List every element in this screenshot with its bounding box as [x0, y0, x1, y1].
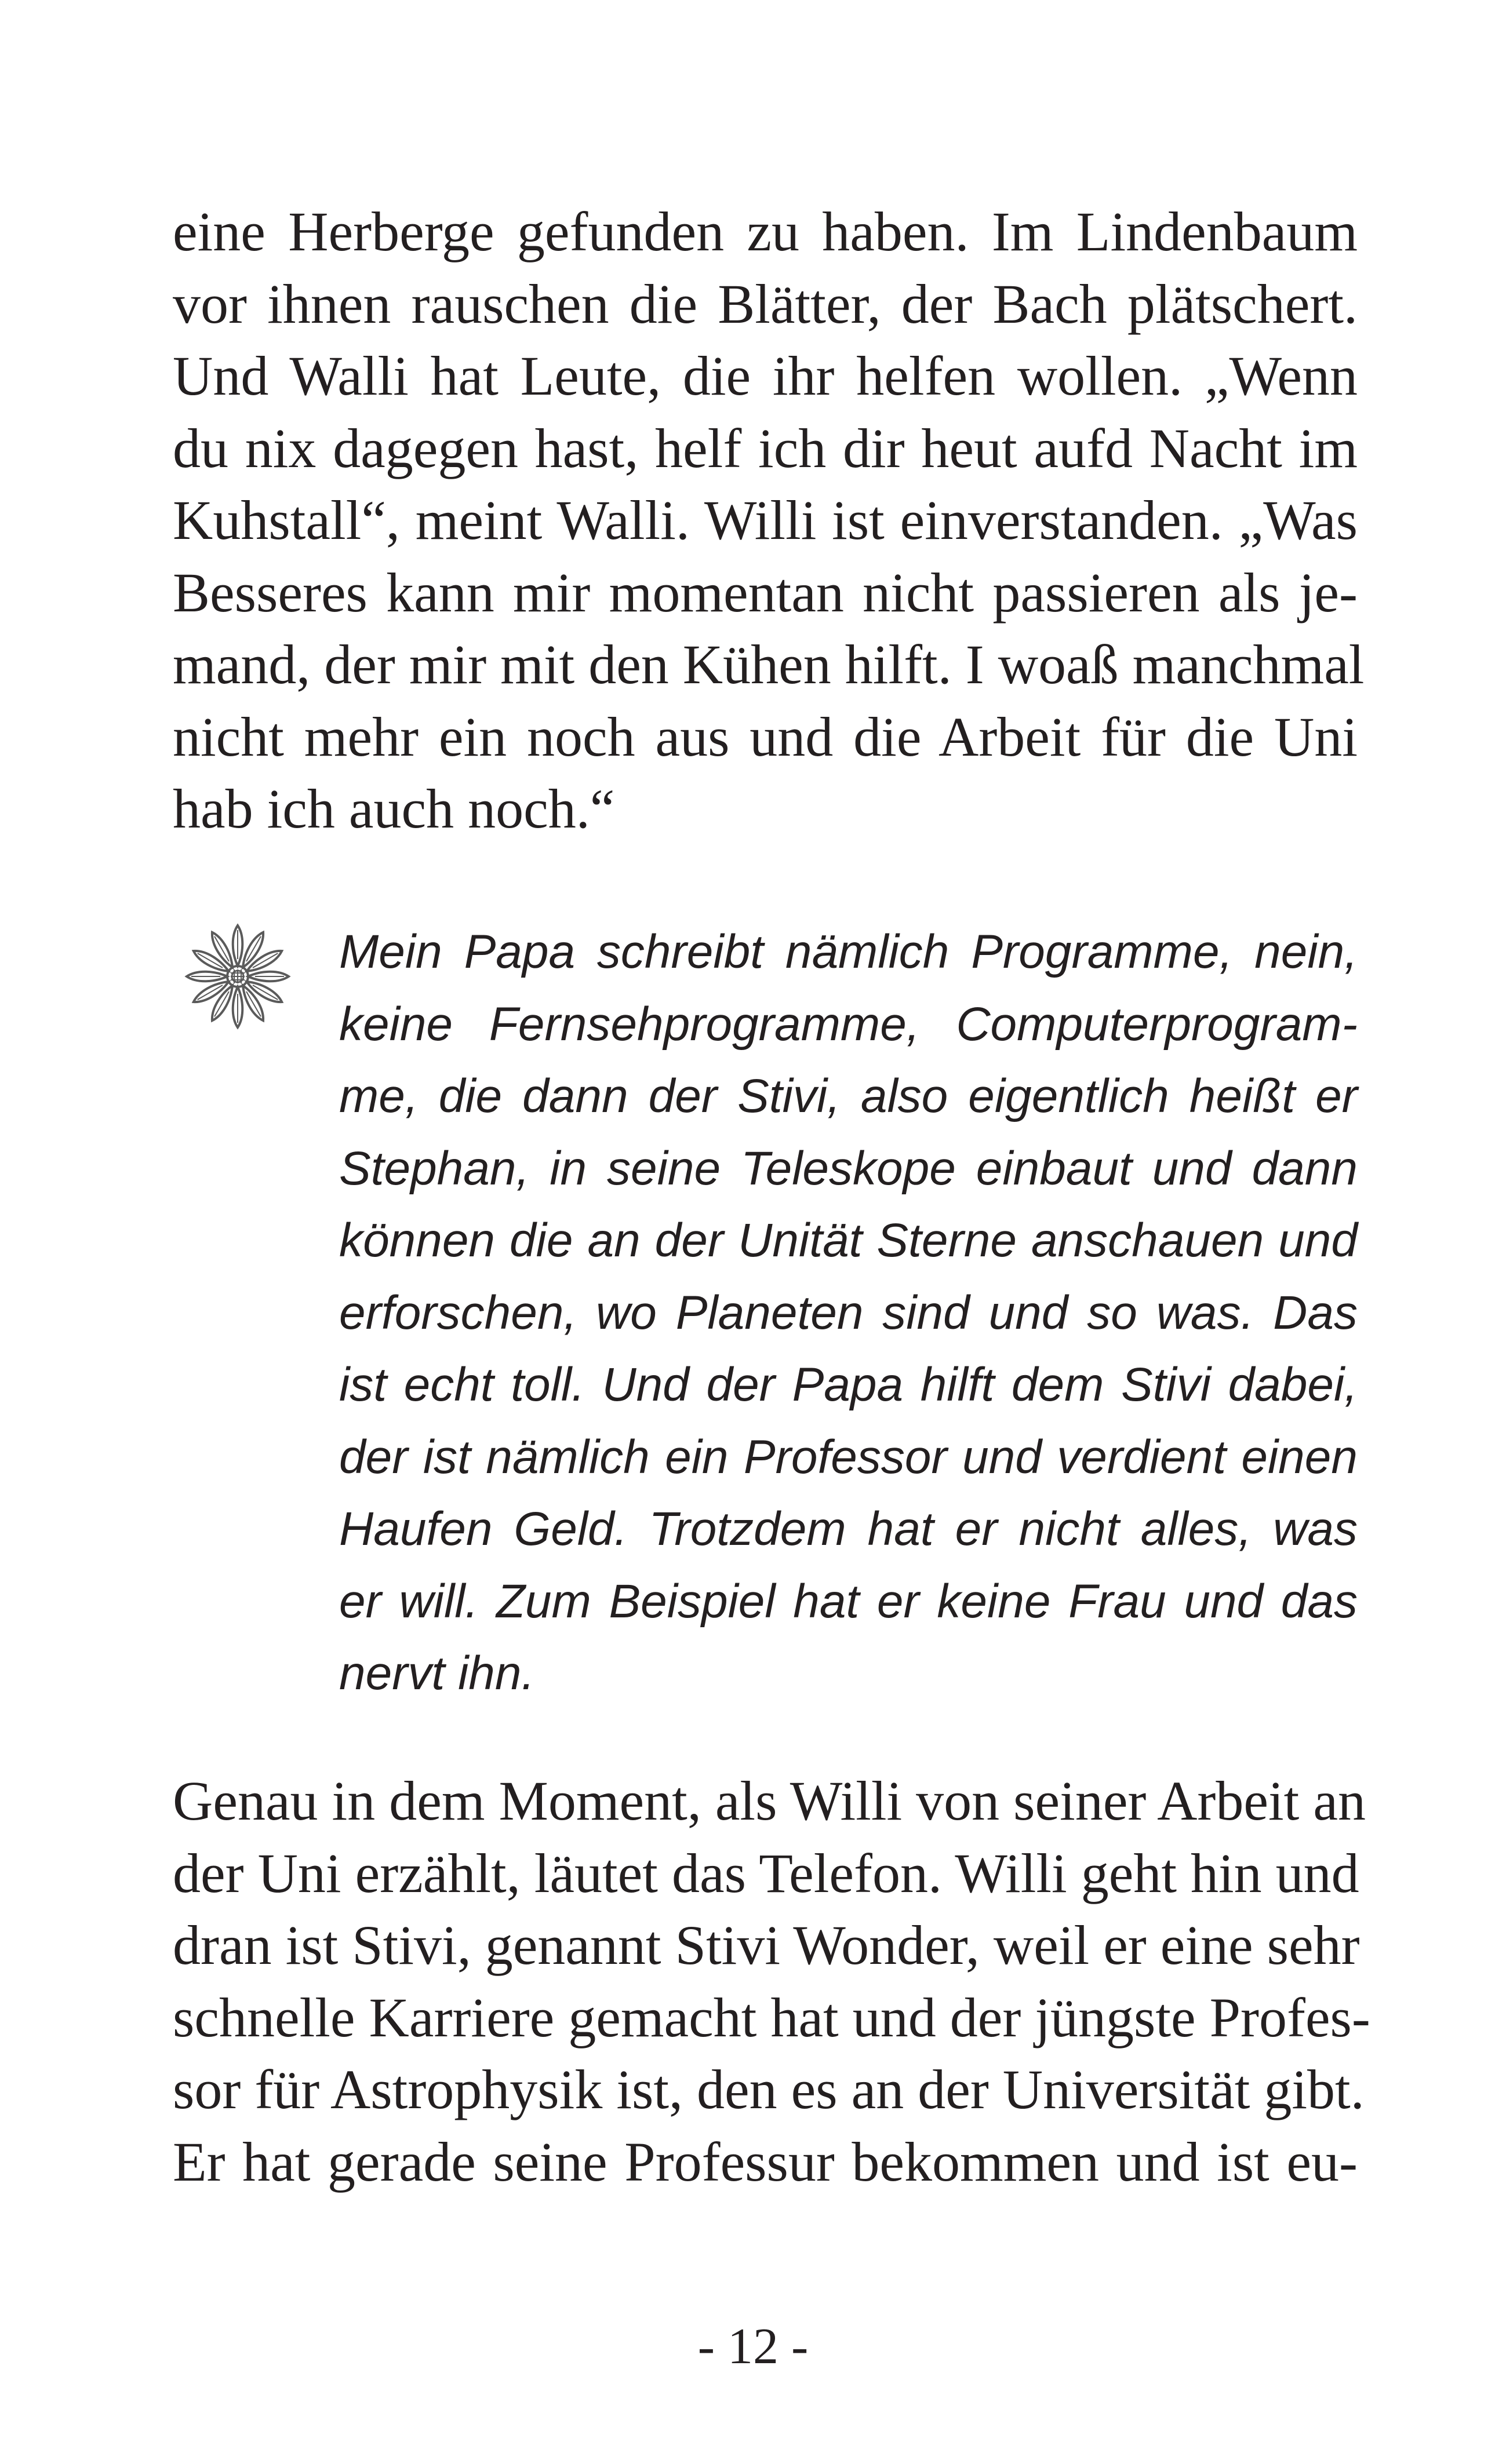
text-line: mand, der mir mit den Kühen hilft. I woaß manchmal: [173, 633, 1365, 695]
aside-line: können die an der Unität Sterne anschauen und: [339, 1214, 1358, 1267]
text-line: Kuhstall“, meint Walli. Willi ist einverstanden. „Was: [173, 489, 1358, 551]
text-line: der Uni erzählt, läutet das Telefon. Willi geht hin und: [173, 1842, 1359, 1904]
aside-italic-block: [339, 916, 1358, 1710]
paragraph-opening: [173, 196, 1365, 845]
text-line: Er hat gerade seine Professur bekommen und ist eu-: [173, 2130, 1358, 2193]
text-line: Genau in dem Moment, als Willi von seiner Arbeit an: [173, 1770, 1366, 1832]
text-line: hab ich auch noch.“: [173, 778, 615, 840]
aside-line: nervt ihn.: [339, 1647, 535, 1700]
aside-line: Mein Papa schreibt nämlich Programme, nein,: [339, 925, 1358, 978]
text-line: sor für Astrophysik ist, den es an der Universität gibt.: [173, 2058, 1365, 2120]
text-line: Besseres kann mir momentan nicht passieren als je-: [173, 561, 1358, 624]
aside-line: erforschen, wo Planeten sind und so was. Das: [339, 1286, 1358, 1339]
flower-ornament-icon: [180, 918, 296, 1034]
paragraph-closing: [173, 1765, 1370, 2198]
text-line: Und Walli hat Leute, die ihr helfen wollen. „Wenn: [173, 345, 1358, 407]
aside-line: me, die dann der Stivi, also eigentlich heißt er: [339, 1070, 1358, 1122]
text-line: nicht mehr ein noch aus und die Arbeit für die Uni: [173, 705, 1358, 768]
aside-line: Haufen Geld. Trotzdem hat er nicht alles, was: [339, 1503, 1358, 1555]
aside-line: er will. Zum Beispiel hat er keine Frau und das: [339, 1574, 1358, 1628]
aside-line: der ist nämlich ein Professor und verdient einen: [339, 1430, 1358, 1483]
text-line: dran ist Stivi, genannt Stivi Wonder, weil er eine sehr: [173, 1914, 1360, 1976]
text-line: eine Herberge gefunden zu haben. Im Lindenbaum: [173, 201, 1358, 263]
text-line: schnelle Karriere gemacht hat und der jüngste Profes-: [173, 1986, 1370, 2049]
aside-line: keine Fernsehprogramme, Computerprogram-: [339, 997, 1358, 1051]
aside-line: Stephan, in seine Teleskope einbaut und dann: [339, 1142, 1358, 1195]
aside-line: ist echt toll. Und der Papa hilft dem Stivi dabei,: [339, 1358, 1358, 1411]
text-line: vor ihnen rauschen die Blätter, der Bach plätschert.: [173, 272, 1358, 335]
text-line: du nix dagegen hast, helf ich dir heut aufd Nacht im: [173, 417, 1358, 479]
page-number: - 12 -: [697, 2319, 809, 2375]
